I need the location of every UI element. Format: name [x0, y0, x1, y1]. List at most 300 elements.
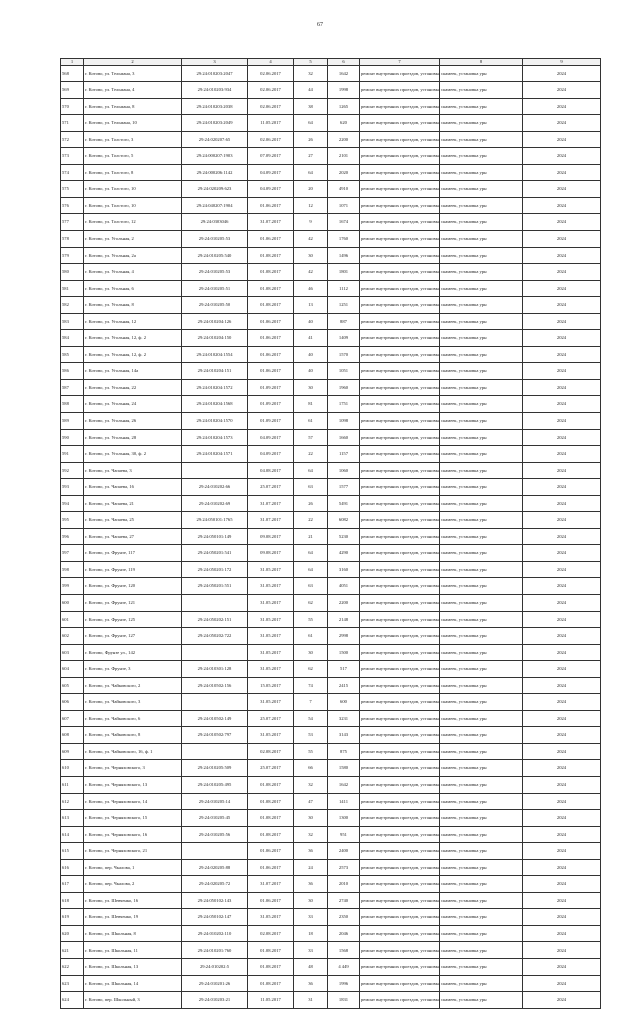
address-cell: г. Котово, ул. Фрунзе, 3 [84, 661, 182, 678]
address-cell: г. Котово, ул. Шевченко, 16 [84, 892, 182, 909]
cadastral-number-cell: 29:24:010205:45 [182, 810, 248, 827]
row-number: 599 [61, 578, 84, 595]
address-cell: г. Котово, ул. Чапаева, 25 [84, 512, 182, 529]
count-cell: 55 [294, 743, 328, 760]
date-cell: 04.09.2017 [248, 164, 294, 181]
count-cell: 12 [294, 197, 328, 214]
work-description-cell: ремонт внутренних проездов, установка скамеек, установка урн [360, 280, 440, 297]
date-cell: 01.09.2017 [248, 379, 294, 396]
table-row [61, 446, 601, 463]
work-description-cell: ремонт внутренних проездов, установка скамеек, установка урн [360, 909, 440, 926]
date-cell: 02.08.2017 [248, 743, 294, 760]
area-cell: 2010 [328, 876, 360, 893]
address-cell: г. Котово, ул. Чапаева, 16 [84, 479, 182, 496]
table-row [61, 512, 601, 529]
date-cell: 01.08.2017 [248, 777, 294, 794]
work-description-cell: ремонт внутренних проездов, установка скамеек, установка урн [360, 65, 440, 82]
cadastral-number-cell: 29:24:010202:69 [182, 495, 248, 512]
date-cell: 02.06.2017 [248, 98, 294, 115]
cadastral-number-cell: 29:24:010202:110 [182, 925, 248, 942]
row-number: 569 [61, 82, 84, 99]
cadastral-number-cell: 29:24:010205:509 [182, 760, 248, 777]
count-cell: 22 [294, 512, 328, 529]
address-cell: г. Котово, ул. Черняховского, 13 [84, 777, 182, 794]
count-cell: 41 [294, 330, 328, 347]
count-cell: 63 [294, 578, 328, 595]
table-row [61, 959, 601, 976]
address-cell: г. Котово, ул. Чайковского, 2 [84, 677, 182, 694]
date-cell: 31.05.2017 [248, 611, 294, 628]
address-cell: г. Котово, ул. Толстого, 5 [84, 148, 182, 165]
row-number: 612 [61, 793, 84, 810]
improvement-registry-table [60, 58, 601, 1009]
table-row [61, 975, 601, 992]
area-cell: 3231 [328, 710, 360, 727]
date-cell: 11.05.2017 [248, 115, 294, 132]
work-description-cell: ремонт внутренних проездов, установка скамеек, установка урн [360, 313, 440, 330]
year-cell: 2024 [523, 992, 601, 1009]
count-cell: 31 [294, 992, 328, 1009]
table-row [61, 743, 601, 760]
cadastral-number-cell: 29:24:0303046 [182, 214, 248, 231]
row-number: 568 [61, 65, 84, 82]
table-row [61, 578, 601, 595]
row-number: 572 [61, 131, 84, 148]
count-cell: 64 [294, 164, 328, 181]
cadastral-number-cell: 29:24:010205:53 [182, 230, 248, 247]
work-description-cell: ремонт внутренних проездов, установка скамеек, установка урн [360, 859, 440, 876]
table-row [61, 214, 601, 231]
table-row [61, 462, 601, 479]
cadastral-number-cell [182, 743, 248, 760]
year-cell: 2024 [523, 98, 601, 115]
count-cell: 30 [294, 247, 328, 264]
year-cell: 2024 [523, 479, 601, 496]
cadastral-number-cell: 29:24:020205:88 [182, 859, 248, 876]
work-description-cell: ремонт внутренних проездов, установка скамеек, установка урн [360, 148, 440, 165]
year-cell: 2024 [523, 611, 601, 628]
date-cell: 01.06.2017 [248, 892, 294, 909]
year-cell: 2024 [523, 859, 601, 876]
row-number: 614 [61, 826, 84, 843]
area-cell: 887 [328, 313, 360, 330]
count-cell: 47 [294, 793, 328, 810]
work-description-cell: ремонт внутренних проездов, установка скамеек, установка урн [360, 297, 440, 314]
count-cell: 36 [294, 975, 328, 992]
date-cell: 04.09.2017 [248, 429, 294, 446]
year-cell: 2024 [523, 876, 601, 893]
table-row [61, 98, 601, 115]
area-cell: 2046 [328, 925, 360, 942]
year-cell: 2024 [523, 379, 601, 396]
count-cell: 64 [294, 462, 328, 479]
cadastral-number-cell: 29:24:050102:143 [182, 892, 248, 909]
address-cell: г. Котово, ул. Угольная, 28 [84, 429, 182, 446]
date-cell: 01.09.2017 [248, 396, 294, 413]
table-row [61, 280, 601, 297]
year-cell: 2024 [523, 694, 601, 711]
work-description-cell: ремонт внутренних проездов, установка скамеек, установка урн [360, 661, 440, 678]
address-cell: г. Котово, ул. Толстого, 3 [84, 131, 182, 148]
date-cell: 01.06.2017 [248, 363, 294, 380]
count-cell: 63 [294, 479, 328, 496]
address-cell: г. Котово, ул. Угольная, 22 [84, 379, 182, 396]
date-cell: 25.07.2017 [248, 479, 294, 496]
year-cell: 2024 [523, 446, 601, 463]
area-cell: 1577 [328, 479, 360, 496]
work-description-cell: ремонт внутренних проездов, установка скамеек, установка урн [360, 628, 440, 645]
date-cell: 02.06.2017 [248, 131, 294, 148]
table-row [61, 992, 601, 1009]
table-row [61, 710, 601, 727]
area-cell: 1801 [328, 264, 360, 281]
work-description-cell: ремонт внутренних проездов, установка скамеек, установка урн [360, 992, 440, 1009]
area-cell: 1071 [328, 197, 360, 214]
year-cell: 2024 [523, 760, 601, 777]
cadastral-number-cell: 29:24:010204:126 [182, 313, 248, 330]
work-description-cell: ремонт внутренних проездов, установка скамеек, установка урн [360, 677, 440, 694]
work-description-cell: ремонт внутренних проездов, установка скамеек, установка урн [360, 528, 440, 545]
table-row [61, 82, 601, 99]
year-cell: 2024 [523, 743, 601, 760]
area-cell: 2740 [328, 892, 360, 909]
area-cell: 3143 [328, 727, 360, 744]
address-cell: г. Котово, ул. Тельмана, 3 [84, 65, 182, 82]
row-number: 595 [61, 512, 84, 529]
area-cell: 1642 [328, 65, 360, 82]
area-cell: 1409 [328, 330, 360, 347]
row-number: 592 [61, 462, 84, 479]
table-row [61, 230, 601, 247]
table-row [61, 479, 601, 496]
cadastral-number-cell: 29:24:050102:147 [182, 909, 248, 926]
year-cell: 2024 [523, 181, 601, 198]
date-cell: 11.05.2017 [248, 992, 294, 1009]
row-number: 580 [61, 264, 84, 281]
count-cell: 26 [294, 495, 328, 512]
area-cell: 2148 [328, 611, 360, 628]
work-description-cell: ремонт внутренних проездов, установка скамеек, установка урн [360, 793, 440, 810]
area-cell: 1751 [328, 396, 360, 413]
work-description-cell: ремонт внутренних проездов, установка скамеек, установка урн [360, 810, 440, 827]
work-description-cell: ремонт внутренних проездов, установка скамеек, установка урн [360, 82, 440, 99]
cadastral-number-cell: 29:24:010204:1570 [182, 412, 248, 429]
address-cell: г. Котово, ул. Чайковского, 8 [84, 727, 182, 744]
table-row [61, 330, 601, 347]
count-cell: 24 [294, 859, 328, 876]
date-cell: 01.06.2017 [248, 330, 294, 347]
address-cell: г. Котово, Фрунзе ул., 142 [84, 644, 182, 661]
address-cell: г. Котово, ул. Угольная, 30, ф. 2 [84, 446, 182, 463]
count-cell: 62 [294, 661, 328, 678]
area-cell: 2998 [328, 628, 360, 645]
work-description-cell: ремонт внутренних проездов, установка скамеек, установка урн [360, 710, 440, 727]
year-cell: 2024 [523, 545, 601, 562]
row-number: 573 [61, 148, 84, 165]
cadastral-number-cell: 29:24:050101:1765 [182, 512, 248, 529]
count-cell: 21 [294, 528, 328, 545]
page-number: 67 [317, 22, 323, 28]
year-cell: 2024 [523, 727, 601, 744]
cadastral-number-cell: 29:24:010201:26 [182, 975, 248, 992]
count-cell: 18 [294, 925, 328, 942]
address-cell: г. Котово, ул. Черняховского, 3 [84, 760, 182, 777]
cadastral-number-cell [182, 644, 248, 661]
count-cell: 40 [294, 313, 328, 330]
date-cell: 01.08.2017 [248, 959, 294, 976]
address-cell: г. Котово, ул. Чапаева, 27 [84, 528, 182, 545]
area-cell: 1998 [328, 82, 360, 99]
count-cell: 33 [294, 909, 328, 926]
row-number: 605 [61, 677, 84, 694]
date-cell: 31.05.2017 [248, 694, 294, 711]
work-description-cell: ремонт внутренних проездов, установка скамеек, установка урн [360, 230, 440, 247]
row-number: 624 [61, 992, 84, 1009]
table-row [61, 65, 601, 82]
area-cell: 6082 [328, 512, 360, 529]
area-cell: 1251 [328, 297, 360, 314]
row-number: 606 [61, 694, 84, 711]
count-cell: 32 [294, 65, 328, 82]
address-cell: г. Котово, ул. Школьная, 13 [84, 959, 182, 976]
date-cell: 31.05.2017 [248, 644, 294, 661]
row-number: 597 [61, 545, 84, 562]
count-cell: 36 [294, 843, 328, 860]
year-cell: 2024 [523, 843, 601, 860]
area-cell: 4051 [328, 578, 360, 595]
work-description-cell: ремонт внутренних проездов, установка скамеек, установка урн [360, 892, 440, 909]
work-description-cell: ремонт внутренних проездов, установка скамеек, установка урн [360, 164, 440, 181]
count-cell: 55 [294, 611, 328, 628]
table-row [61, 495, 601, 512]
address-cell: г. Котово, ул. Школьная, 14 [84, 975, 182, 992]
address-cell: г. Котово, ул. Чайковского, 6 [84, 710, 182, 727]
address-cell: г. Котово, ул. Угольная, 12, ф. 2 [84, 330, 182, 347]
column-header-3: 3 [182, 59, 248, 66]
year-cell: 2024 [523, 942, 601, 959]
table-row [61, 644, 601, 661]
area-cell: 1831 [328, 992, 360, 1009]
date-cell: 15.05.2017 [248, 677, 294, 694]
year-cell: 2024 [523, 363, 601, 380]
row-number: 596 [61, 528, 84, 545]
table-row [61, 181, 601, 198]
table-row [61, 777, 601, 794]
date-cell: 04.09.2017 [248, 446, 294, 463]
area-cell: 1496 [328, 247, 360, 264]
date-cell: 04.09.2017 [248, 181, 294, 198]
work-description-cell: ремонт внутренних проездов, установка скамеек, установка урн [360, 264, 440, 281]
cadastral-number-cell: 29:24:010201:760 [182, 942, 248, 959]
cadastral-number-cell: 29:24:010203:21 [182, 992, 248, 1009]
count-cell: 40 [294, 363, 328, 380]
area-cell: 875 [328, 743, 360, 760]
table-row [61, 859, 601, 876]
count-cell: 57 [294, 429, 328, 446]
address-cell: г. Котово, ул. Чапаева, 21 [84, 495, 182, 512]
row-number: 622 [61, 959, 84, 976]
row-number: 610 [61, 760, 84, 777]
cadastral-number-cell: 29:24:010202:5 [182, 959, 248, 976]
cadastral-number-cell [182, 843, 248, 860]
cadastral-number-cell: 29:24:010205:495 [182, 777, 248, 794]
table-row [61, 760, 601, 777]
year-cell: 2024 [523, 396, 601, 413]
work-description-cell: ремонт внутренних проездов, установка скамеек, установка урн [360, 197, 440, 214]
address-cell: г. Котово, ул. Толстого, 10 [84, 197, 182, 214]
count-cell: 42 [294, 230, 328, 247]
count-cell: 30 [294, 379, 328, 396]
cadastral-number-cell: 29:24:010203:2047 [182, 65, 248, 82]
year-cell: 2024 [523, 561, 601, 578]
date-cell: 02.08.2017 [248, 925, 294, 942]
year-cell: 2024 [523, 148, 601, 165]
table-row [61, 727, 601, 744]
address-cell: г. Котово, ул. Шевченко, 19 [84, 909, 182, 926]
area-cell: 4290 [328, 545, 360, 562]
table-row [61, 363, 601, 380]
address-cell: г. Котово, ул. Чайковского, 3 [84, 694, 182, 711]
row-number: 582 [61, 297, 84, 314]
address-cell: г. Котово, ул. Черняховского, 21 [84, 843, 182, 860]
column-header-9: 9 [523, 59, 601, 66]
address-cell: г. Котово, ул. Толстого, 10 [84, 181, 182, 198]
row-number: 600 [61, 595, 84, 612]
work-description-cell: ремонт внутренних проездов, установка скамеек, установка урн [360, 479, 440, 496]
area-cell: 1300 [328, 810, 360, 827]
cadastral-number-cell: 29:24:010205:51 [182, 280, 248, 297]
address-cell: г. Котово, ул. Тельмана, 10 [84, 115, 182, 132]
address-cell: г. Котово, ул. Тельмана, 8 [84, 98, 182, 115]
address-cell: г. Котово, ул. Фрунзе, 120 [84, 578, 182, 595]
count-cell: 61 [294, 412, 328, 429]
address-cell: г. Котово, ул. Чапаева, 3 [84, 462, 182, 479]
address-cell: г. Котово, ул. Угольная, 14а [84, 363, 182, 380]
area-cell: 2200 [328, 595, 360, 612]
area-cell: 951 [328, 826, 360, 843]
work-description-cell: ремонт внутренних проездов, установка скамеек, установка урн [360, 843, 440, 860]
cadastral-number-cell: 29:24:010502:156 [182, 677, 248, 694]
area-cell: 1996 [328, 975, 360, 992]
year-cell: 2024 [523, 115, 601, 132]
address-cell: г. Котово, ул. Школьная, 8 [84, 925, 182, 942]
cadastral-number-cell: 29:24:010203:934 [182, 82, 248, 99]
work-description-cell: ремонт внутренних проездов, установка скамеек, установка урн [360, 363, 440, 380]
row-number: 591 [61, 446, 84, 463]
work-description-cell: ремонт внутренних проездов, установка скамеек, установка урн [360, 98, 440, 115]
date-cell: 25.07.2017 [248, 760, 294, 777]
row-number: 601 [61, 611, 84, 628]
address-cell: г. Котово, ул. Тельмана, 4 [84, 82, 182, 99]
year-cell: 2024 [523, 512, 601, 529]
date-cell: 31.05.2017 [248, 661, 294, 678]
area-cell: 1051 [328, 363, 360, 380]
cadastral-number-cell: 29:24:040207:1904 [182, 197, 248, 214]
row-number: 617 [61, 876, 84, 893]
year-cell: 2024 [523, 429, 601, 446]
row-number: 621 [61, 942, 84, 959]
count-cell: 22 [294, 446, 328, 463]
address-cell: г. Котово, ул. Черняховского, 14 [84, 793, 182, 810]
count-cell: 38 [294, 98, 328, 115]
table-row [61, 396, 601, 413]
table-row [61, 810, 601, 827]
address-cell: г. Котово, ул. Толстого, 8 [84, 164, 182, 181]
year-cell: 2024 [523, 975, 601, 992]
count-cell: 61 [294, 628, 328, 645]
table-row [61, 677, 601, 694]
count-cell: 42 [294, 264, 328, 281]
work-description-cell: ремонт внутренних проездов, установка скамеек, установка урн [360, 330, 440, 347]
date-cell: 01.08.2017 [248, 280, 294, 297]
year-cell: 2024 [523, 793, 601, 810]
row-number: 623 [61, 975, 84, 992]
row-number: 607 [61, 710, 84, 727]
date-cell: 01.08.2017 [248, 826, 294, 843]
area-cell: 3160 [328, 561, 360, 578]
area-cell: 1660 [328, 429, 360, 446]
address-cell: г. Котово, ул. Угольная, 26 [84, 412, 182, 429]
area-cell: 1570 [328, 346, 360, 363]
cadastral-number-cell: 29:24:010205:53 [182, 264, 248, 281]
cadastral-number-cell: 29:24:050201:172 [182, 561, 248, 578]
date-cell: 31.05.2017 [248, 727, 294, 744]
count-cell: 46 [294, 280, 328, 297]
address-cell: г. Котово, пер. Чкалова, 2 [84, 876, 182, 893]
work-description-cell: ремонт внутренних проездов, установка скамеек, установка урн [360, 545, 440, 562]
address-cell: г. Котово, ул. Угольная, 2а [84, 247, 182, 264]
year-cell: 2024 [523, 330, 601, 347]
count-cell: 64 [294, 545, 328, 562]
area-cell: 1760 [328, 230, 360, 247]
count-cell: 32 [294, 777, 328, 794]
work-description-cell: ремонт внутренних проездов, установка скамеек, установка урн [360, 429, 440, 446]
work-description-cell: ремонт внутренних проездов, установка скамеек, установка урн [360, 495, 440, 512]
row-number: 581 [61, 280, 84, 297]
date-cell: 31.07.2017 [248, 512, 294, 529]
area-cell: 4 449 [328, 959, 360, 976]
year-cell: 2024 [523, 197, 601, 214]
cadastral-number-cell: 29:24:010205:50 [182, 297, 248, 314]
date-cell: 07.09.2017 [248, 148, 294, 165]
count-cell: 53 [294, 727, 328, 744]
cadastral-number-cell: 29:24:010204:1573 [182, 429, 248, 446]
date-cell: 31.07.2017 [248, 214, 294, 231]
row-number: 574 [61, 164, 84, 181]
area-cell: 2350 [328, 909, 360, 926]
table-row [61, 429, 601, 446]
year-cell: 2024 [523, 164, 601, 181]
area-cell: 5491 [328, 495, 360, 512]
row-number: 571 [61, 115, 84, 132]
table-row [61, 661, 601, 678]
address-cell: г. Котово, ул. Фрунзе, 117 [84, 545, 182, 562]
table-row [61, 313, 601, 330]
work-description-cell: ремонт внутренних проездов, установка скамеек, установка урн [360, 462, 440, 479]
table-row [61, 297, 601, 314]
date-cell: 01.06.2017 [248, 346, 294, 363]
date-cell: 31.07.2017 [248, 876, 294, 893]
table-row [61, 611, 601, 628]
table-row [61, 925, 601, 942]
cadastral-number-cell: 29:24:050201:541 [182, 545, 248, 562]
area-cell: 1642 [328, 777, 360, 794]
area-cell: 1580 [328, 760, 360, 777]
date-cell: 09.08.2017 [248, 545, 294, 562]
year-cell: 2024 [523, 264, 601, 281]
date-cell: 01.08.2017 [248, 297, 294, 314]
work-description-cell: ремонт внутренних проездов, установка скамеек, установка урн [360, 694, 440, 711]
